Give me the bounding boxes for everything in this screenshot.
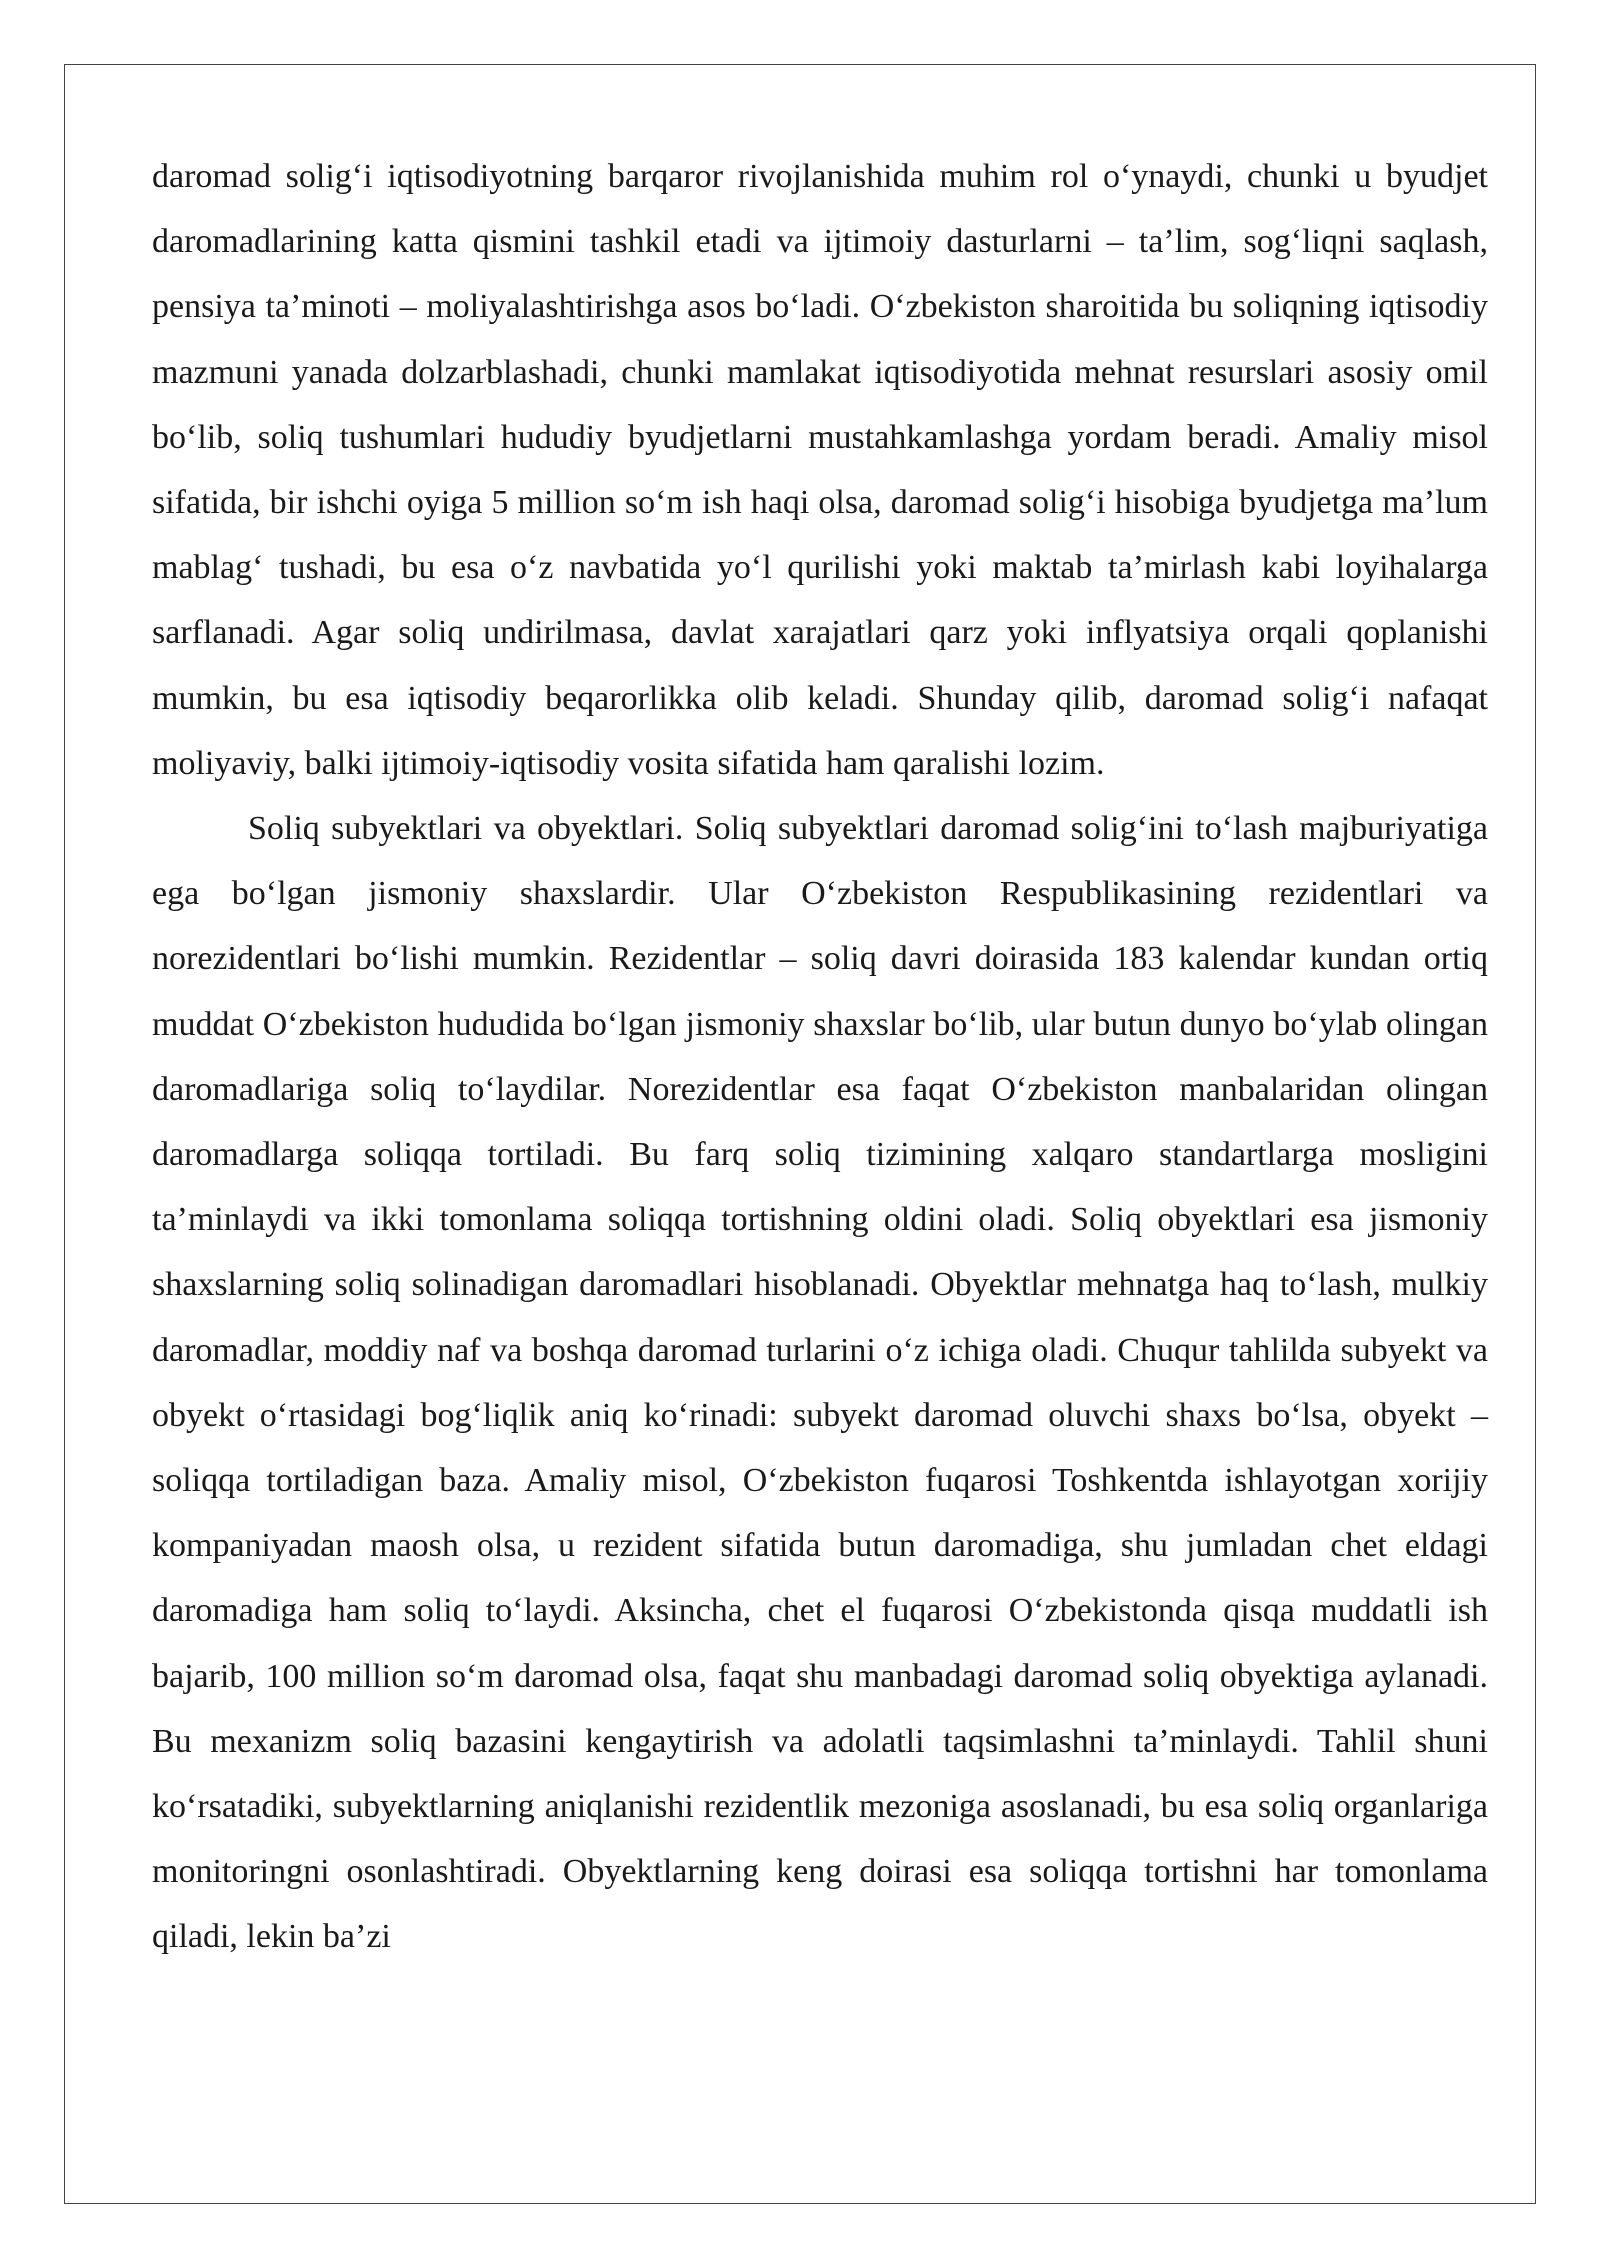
paragraph-tax-subjects-objects: Soliq subyektlari va obyektlari. Soliq subyektlari daromad solig‘ini to‘lash majburiyatiga ega bo‘lgan jismoniy shaxslardir. Ular O‘zbekiston Respublikasining rezidentlari va norezidentlari bo‘lishi mumkin. Rezidentlar – soliq davri doirasida 183 kalendar kundan ortiq muddat O‘zbekiston hududida bo‘lgan jismoniy shaxslar bo‘lib, ular butun dunyo bo‘ylab olingan daromadlariga soliq to‘laydilar. Norezidentlar esa faqat O‘zbekiston manbalaridan olingan daromadlarga soliqqa tortiladi. Bu farq soliq tizimining xalqaro standartlarga mosligini ta’minlaydi va ikki tomonlama soliqqa tortishning oldini oladi. Soliq obyektlari esa jismoniy shaxslarning soliq solinadigan daromadlari hisoblanadi. Obyektlar mehnatga haq to‘lash, mulkiy daromadlar, moddiy naf va boshqa daromad turlarini o‘z ichiga oladi. Chuqur tahlilda subyekt va obyekt o‘rtasidagi bog‘liqlik aniq ko‘rinadi: subyekt daromad oluvchi shaxs bo‘lsa, obyekt – soliqqa tortiladigan baza. Amaliy misol, O‘zbekiston fuqarosi Toshkentda ishlayotgan xorijiy kompaniyadan maosh olsa, u rezident sifatida butun daromadiga, shu jumladan chet eldagi daromadiga ham soliq to‘laydi. Aksincha, chet el fuqarosi O‘zbekistonda qisqa muddatli ish bajarib, 100 million so‘m daromad olsa, faqat shu manbadagi daromad soliq obyektiga aylanadi. Bu mexanizm soliq bazasini kengaytirish va adolatli taqsimlashni ta’minlaydi. Tahlil shuni ko‘rsatadiki, subyektlarning aniqlanishi rezidentlik mezoniga asoslanadi, bu esa soliq organlariga monitoringni osonlashtiradi. Obyektlarning keng doirasi esa soliqqa tortishni har tomonlama qiladi, lekin ba’zi	[152, 810, 1488, 1956]
document-body	[152, 144, 1488, 1970]
paragraph-tax-role: daromad solig‘i iqtisodiyotning barqaror rivojlanishida muhim rol o‘ynaydi, chunki u byudjet daromadlarining katta qismini tashkil etadi va ijtimoiy dasturlarni – ta’lim, sog‘liqni saqlash, pensiya ta’minoti – moliyalashtirishga asos bo‘ladi. O‘zbekiston sharoitida bu soliqning iqtisodiy mazmuni yanada dolzarblashadi, chunki mamlakat iqtisodiyotida mehnat resurslari asosiy omil bo‘lib, soliq tushumlari hududiy byudjetlarni mustahkamlashga yordam beradi. Amaliy misol sifatida, bir ishchi oyiga 5 million so‘m ish haqi olsa, daromad solig‘i hisobiga byudjetga ma’lum mablag‘ tushadi, bu esa o‘z navbatida yo‘l qurilishi yoki maktab ta’mirlash kabi loyihalarga sarflanadi. Agar soliq undirilmasa, davlat xarajatlari qarz yoki inflyatsiya orqali qoplanishi mumkin, bu esa iqtisodiy beqarorlikka olib keladi. Shunday qilib, daromad solig‘i nafaqat moliyaviy, balki ijtimoiy-iqtisodiy vosita sifatida ham qaralishi lozim.	[152, 158, 1488, 782]
